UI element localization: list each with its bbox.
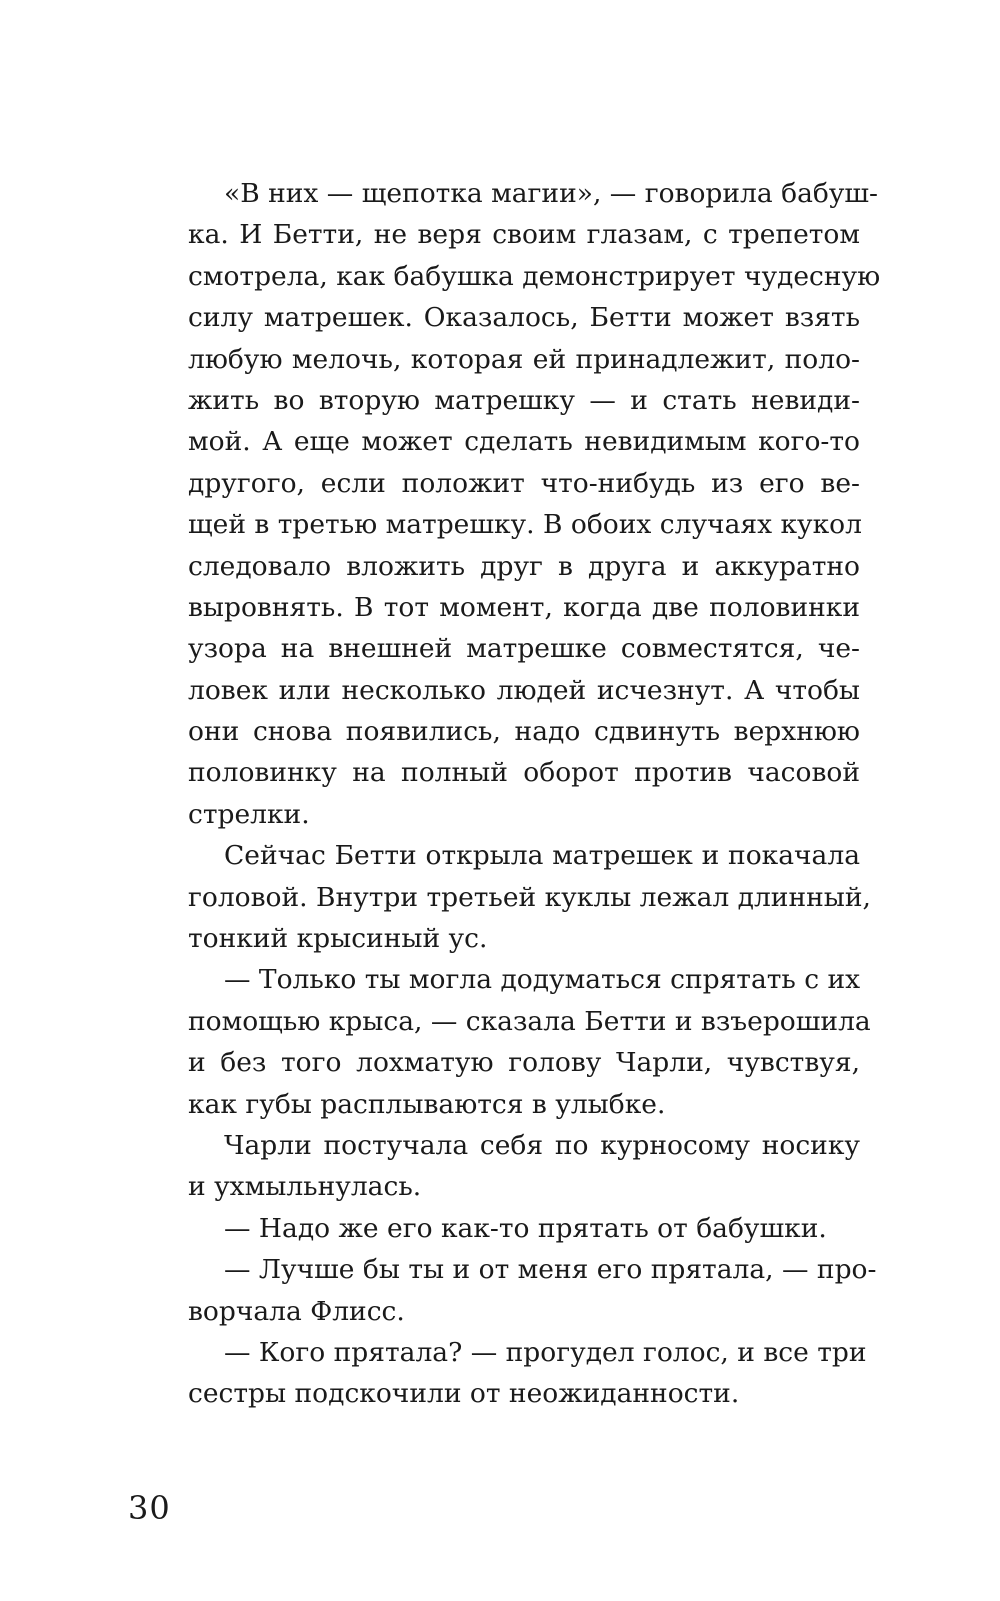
text-line: силу матрешек. Оказалось, Бетти может взять: [188, 302, 860, 334]
text-line: стрелки.: [188, 798, 310, 830]
text-line: любую мелочь, которая ей принадлежит, поло-: [188, 343, 860, 375]
text-line: — Лучше бы ты и от меня его прятала, — про-: [224, 1254, 877, 1286]
text-line: щей в третью матрешку. В обоих случаях кукол: [188, 509, 862, 541]
text-line: другого, если положит что-нибудь из его ве-: [188, 467, 860, 499]
text-line: помощью крыса, — сказала Бетти и взъерошила: [188, 1005, 871, 1037]
text-line: «В них — щепотка магии», — говорила бабуш-: [224, 178, 878, 209]
text-line: они снова появились, надо сдвинуть верхнюю: [188, 716, 860, 748]
text-line: мой. А еще может сделать невидимым кого-то: [188, 426, 860, 458]
text-line: головой. Внутри третьей куклы лежал длинный,: [188, 881, 871, 913]
text-line: ка. И Бетти, не веря своим глазам, с трепетом: [188, 219, 860, 251]
text-line: следовало вложить друг в друга и аккуратно: [188, 550, 860, 582]
text-line: — Надо же его как-то прятать от бабушки.: [224, 1212, 827, 1244]
text-line: тонкий крысиный ус.: [188, 923, 488, 955]
text-line: выровнять. В тот момент, когда две половинки: [188, 591, 860, 623]
text-line: узора на внешней матрешке совместятся, че-: [188, 633, 860, 665]
text-line: — Только ты могла додуматься спрятать с их: [224, 964, 861, 996]
text-line: как губы расплываются в улыбке.: [188, 1088, 666, 1120]
text-line: и без того лохматую голову Чарли, чувствуя,: [188, 1047, 860, 1079]
text-line: смотрела, как бабушка демонстрирует чудесную: [188, 260, 881, 292]
text-line: сестры подскочили от неожиданности.: [188, 1378, 740, 1410]
text-line: — Кого прятала? — прогудел голос, и все три: [224, 1336, 867, 1368]
text-line: половинку на полный оборот против часовой: [188, 757, 860, 789]
page-number: 30: [128, 1489, 171, 1527]
text-line: ловек или несколько людей исчезнут. А чтобы: [188, 674, 860, 706]
body-text: [188, 173, 881, 1415]
text-line: Чарли постучала себя по курносому носику: [224, 1129, 860, 1161]
text-line: Сейчас Бетти открыла матрешек и покачала: [224, 840, 860, 872]
text-line: и ухмыльнулась.: [188, 1171, 422, 1203]
text-line: жить во вторую матрешку — и стать невиди-: [188, 384, 860, 416]
text-line: ворчала Флисс.: [188, 1295, 405, 1327]
